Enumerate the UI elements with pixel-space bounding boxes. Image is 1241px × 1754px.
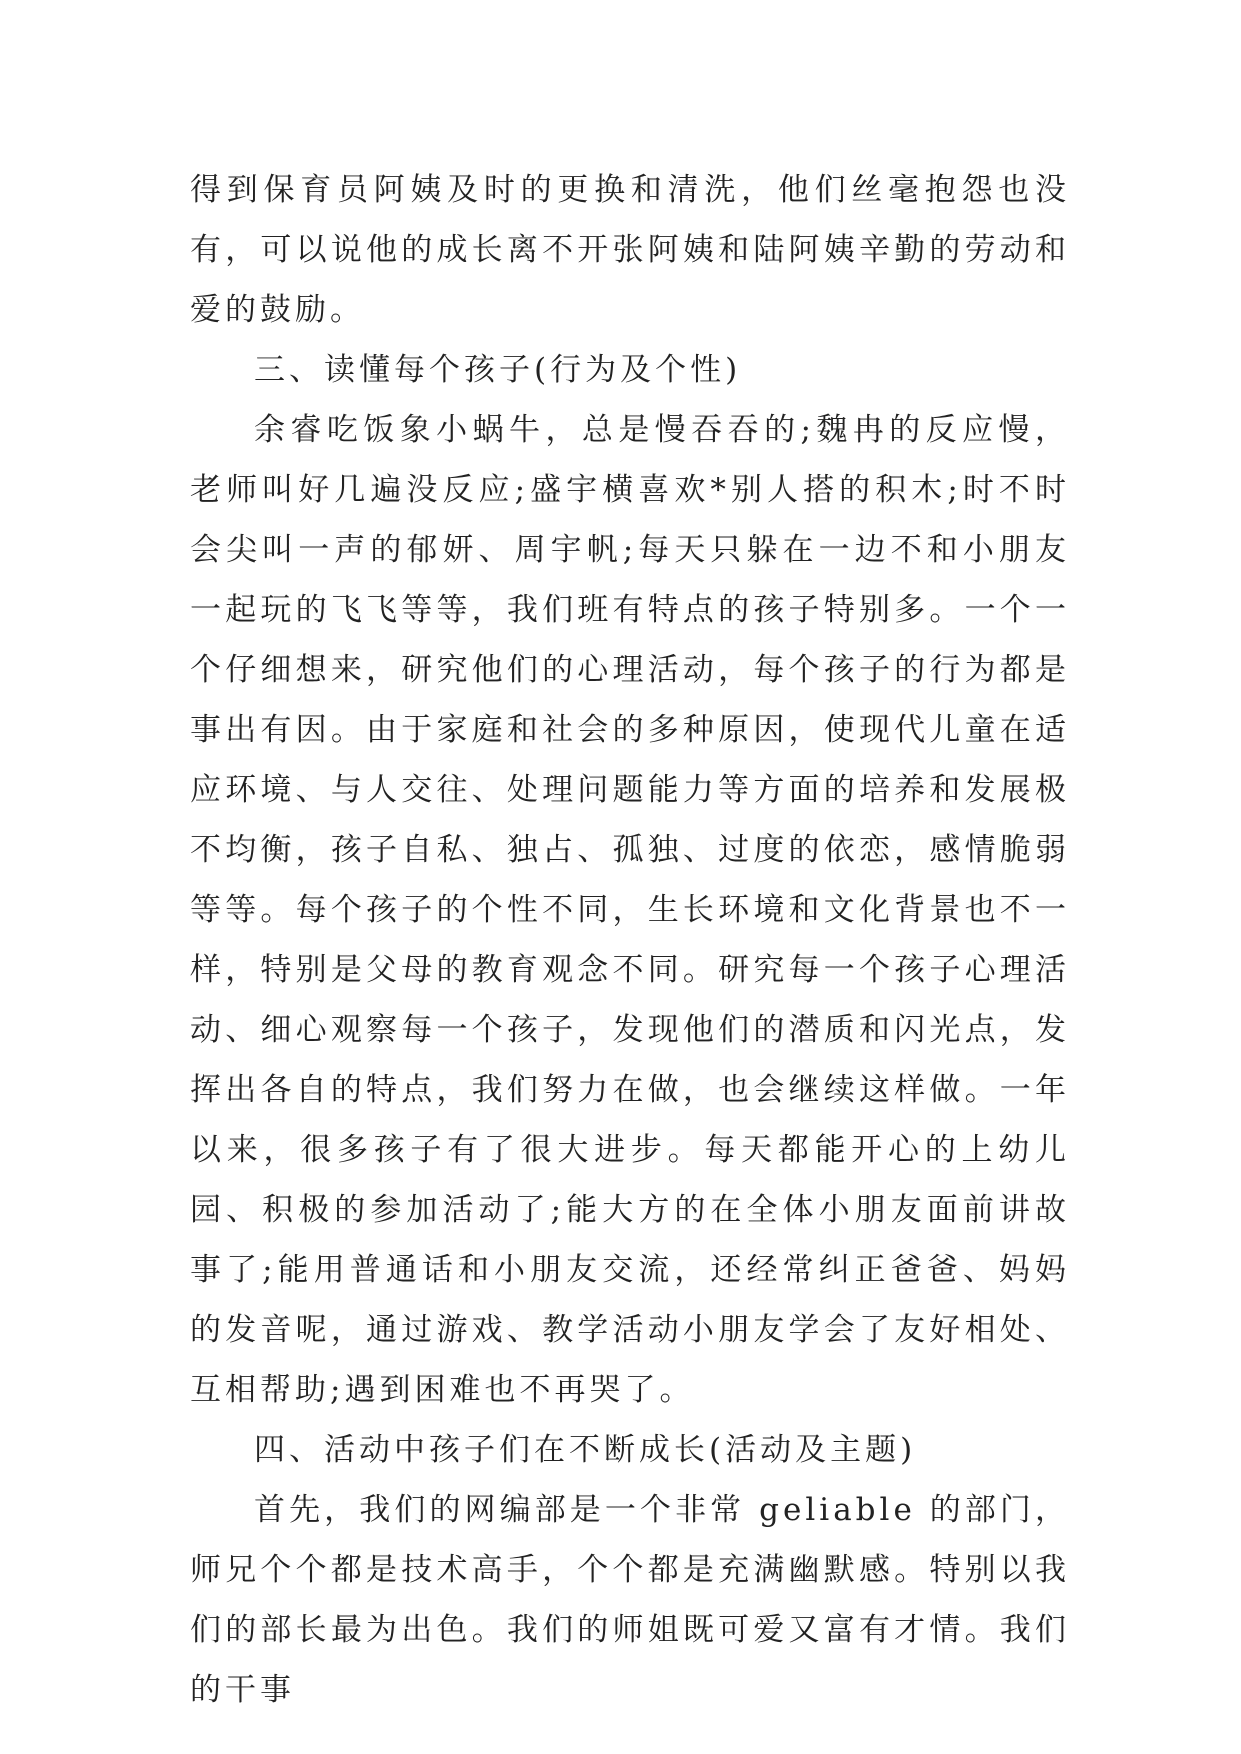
document-body — [190, 160, 1070, 1720]
section-heading-3: 三、读懂每个孩子(行为及个性) — [254, 352, 742, 388]
paragraph-web-editing-dept: 首先，我们的网编部是一个非常 geliable 的部门，师兄个个都是技术高手，个个都是充满幽默感。特别以我们的部长最为出色。我们的师姐既可爱又富有才情。我们的干事 — [190, 1492, 1070, 1708]
section-heading-4: 四、活动中孩子们在不断成长(活动及主题) — [254, 1432, 917, 1468]
paragraph-children-behavior: 余睿吃饭象小蜗牛，总是慢吞吞的;魏冉的反应慢，老师叫好几遍没反应;盛宇横喜欢*别人搭的积木;时不时会尖叫一声的郁妍、周宇帆;每天只躲在一边不和小朋友一起玩的飞飞等等，我们班有特点的孩子特别多。一个一个仔细想来，研究他们的心理活动，每个孩子的行为都是事出有因。由于家庭和社会的多种原因，使现代儿童在适应环境、与人交往、处理问题能力等方面的培养和发展极不均衡，孩子自私、独占、孤独、过度的依恋，感情脆弱等等。每个孩子的个性不同，生长环境和文化背景也不一样，特别是父母的教育观念不同。研究每一个孩子心理活动、细心观察每一个孩子，发现他们的潜质和闪光点，发挥出各自的特点，我们努力在做，也会继续这样做。一年以来，很多孩子有了很大进步。每天都能开心的上幼儿园、积极的参加活动了;能大方的在全体小朋友面前讲故事了;能用普通话和小朋友交流，还经常纠正爸爸、妈妈的发音呢，通过游戏、教学活动小朋友学会了友好相处、互相帮助;遇到困难也不再哭了。 — [190, 412, 1070, 1408]
paragraph-continuation: 得到保育员阿姨及时的更换和清洗，他们丝毫抱怨也没有，可以说他的成长离不开张阿姨和陆阿姨辛勤的劳动和爱的鼓励。 — [190, 172, 1070, 328]
